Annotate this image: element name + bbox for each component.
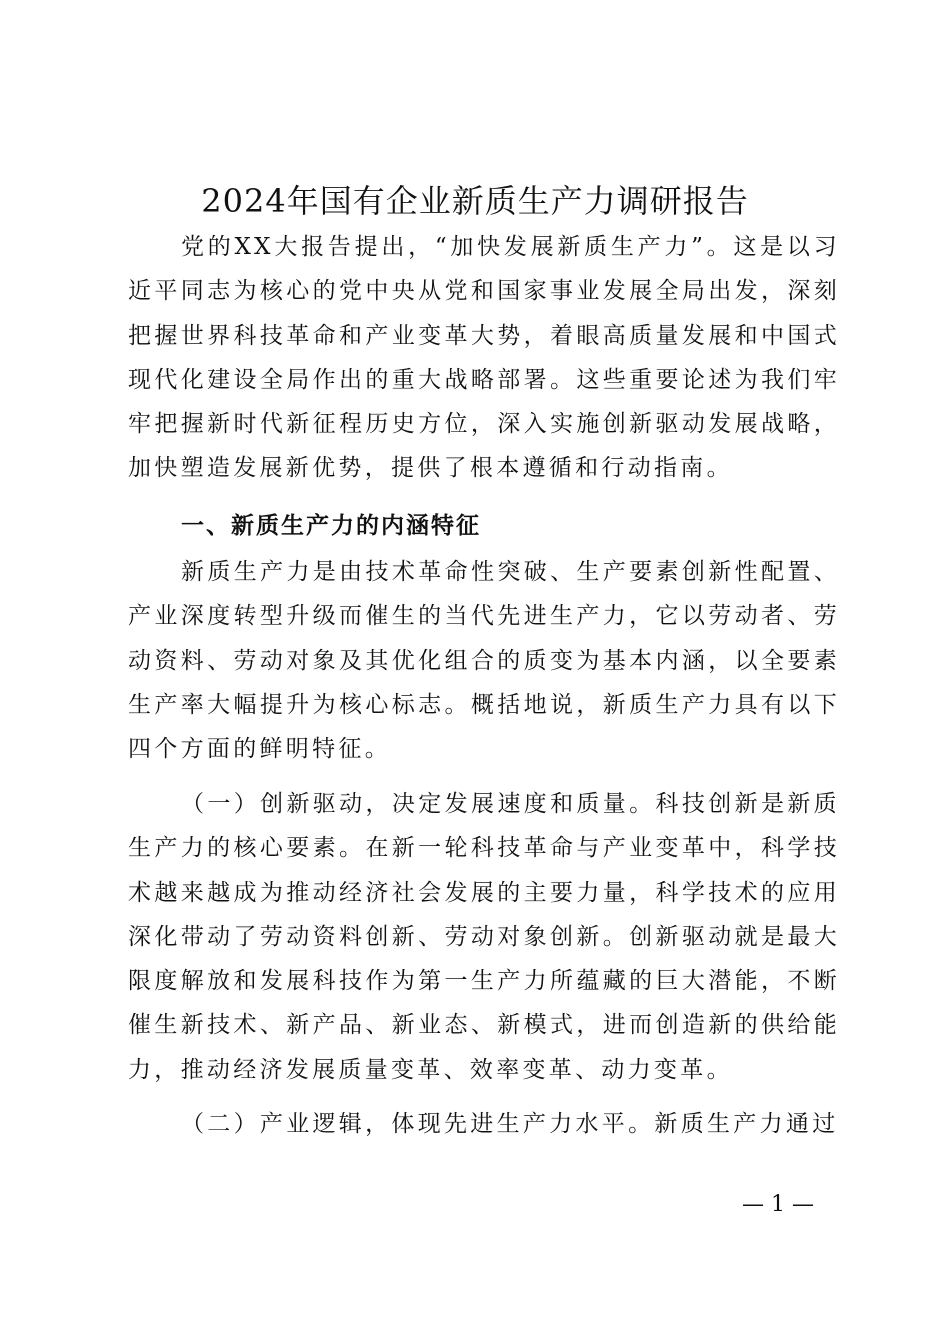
section-heading: 一、新质生产力的内涵特征: [181, 513, 481, 539]
feature-2-title: （二）产业逻辑，体现先进生产力水平。: [181, 1111, 655, 1137]
section-paragraph: 新质生产力是由技术革命性突破、生产要素创新性配置、产业深度转型升级而催生的当代先进生产力，它以劳动者、劳动资料、劳动对象及其优化组合的质变为基本内涵，以全要素生产率大幅提升为核心标志。概括地说，新质生产力具有以下四个方面的鲜明特征。: [128, 559, 840, 763]
feature-1-title: （一）创新驱动，决定发展速度和质量。: [181, 791, 656, 817]
page-number: — 1 —: [742, 1192, 814, 1217]
feature-paragraph-1: [128, 782, 840, 1092]
intro-paragraph: 党的XX大报告提出，“加快发展新质生产力”。这是以习近平同志为核心的党中央从党和国家事业发展全局出发，深刻把握世界科技革命和产业变革大势，着眼高质量发展和中国式现代化建设全局作出的重大战略部署。这些重要论述为我们牢牢把握新时代新征程历史方位，深入实施创新驱动发展战略，加快塑造发展新优势，提供了根本遵循和行动指南。: [128, 234, 840, 482]
feature-2-text: 新质生产力通过: [654, 1111, 839, 1137]
feature-paragraph-2: [128, 1102, 840, 1146]
document-title: 2024年国有企业新质生产力调研报告: [201, 182, 749, 220]
feature-1-text: 科技创新是新质生产力的核心要素。在新一轮科技革命与产业变革中，科学技术越来越成为推动经济社会发展的主要力量，科学技术的应用深化带动了劳动资料创新、劳动对象创新。创新驱动就是最大限度解放和发展科技作为第一生产力所蕴藏的巨大潜能，不断催生新技术、新产品、新业态、新模式，进而创造新的供给能力，推动经济发展质量变革、效率变革、动力变革。: [128, 791, 840, 1083]
